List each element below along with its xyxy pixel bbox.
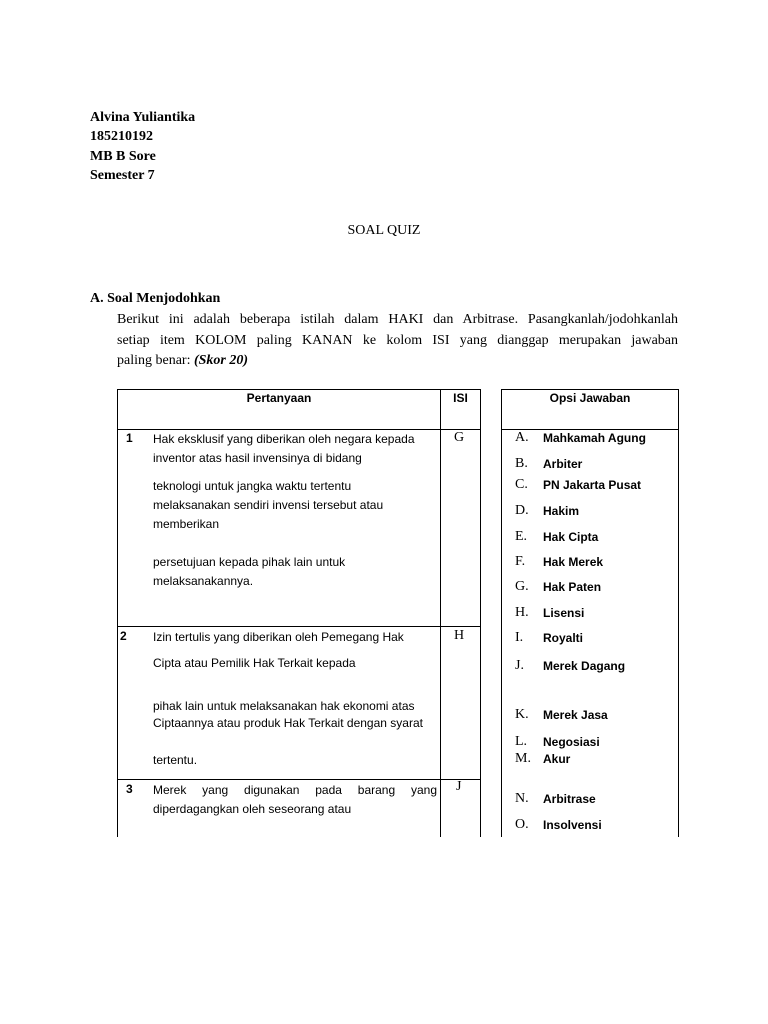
row-1-line-6: persetujuan kepada pihak lain untuk	[153, 555, 346, 569]
row-2-line-2: Cipta atau Pemilik Hak Terkait kepada	[153, 656, 356, 670]
option-letter: M.	[515, 751, 531, 766]
row-3-line-1: Merek yang digunakan pada barang yang	[153, 783, 437, 797]
option-text: Arbitrase	[543, 792, 596, 806]
isi-border-right	[480, 389, 481, 837]
table-border-top	[117, 389, 481, 390]
instruction-line-3	[117, 351, 678, 372]
options-border-top	[501, 389, 679, 390]
option-text: Hak Cipta	[543, 530, 599, 544]
student-name: Alvina Yuliantika	[90, 110, 196, 125]
row-2-line-1: Izin tertulis yang diberikan oleh Pemegang Hak	[153, 630, 404, 644]
student-semester: Semester 7	[90, 168, 155, 183]
option-text: Negosiasi	[543, 735, 600, 749]
option-letter: I.	[515, 630, 524, 645]
row-1-line-3: teknologi untuk jangka waktu tertentu	[153, 479, 352, 493]
option-letter: L.	[515, 734, 528, 749]
option-text: Merek Jasa	[543, 708, 608, 722]
score-label: (Skor 20)	[193, 353, 249, 368]
student-id: 185210192	[90, 129, 153, 144]
option-text: Akur	[543, 752, 571, 766]
row-divider-2	[117, 779, 481, 780]
row-3-line-2: diperdagangkan oleh seseorang atau	[153, 802, 352, 816]
isi-border-left	[440, 389, 441, 837]
option-letter: G.	[515, 579, 529, 594]
option-text: Mahkamah Agung	[543, 431, 646, 445]
option-letter: B.	[515, 456, 528, 471]
option-letter: E.	[515, 529, 528, 544]
option-text: Hak Paten	[543, 580, 602, 594]
header-question: Pertanyaan	[246, 391, 312, 405]
row-3-number: 3	[126, 782, 133, 796]
option-letter: D.	[515, 503, 529, 518]
option-text: Hak Merek	[543, 555, 604, 569]
options-border-right	[678, 389, 679, 837]
row-3-isi[interactable]: J	[456, 779, 462, 794]
options-border-left	[501, 389, 502, 837]
header-isi: ISI	[453, 391, 468, 405]
row-1-line-5: memberikan	[153, 517, 220, 531]
option-text: Hakim	[543, 504, 580, 518]
instruction-line-2: setiap item KOLOM paling KANAN ke kolom ISI yang dianggap merupakan jawaban	[117, 332, 678, 348]
option-text: Arbiter	[543, 457, 583, 471]
row-1-isi[interactable]: G	[454, 430, 465, 445]
row-2-line-3: pihak lain untuk melaksanakan hak ekonomi atas	[153, 699, 415, 713]
option-letter: A.	[515, 430, 529, 445]
option-letter: J.	[515, 658, 524, 673]
option-letter: H.	[515, 605, 529, 620]
option-text: Insolvensi	[543, 818, 602, 832]
option-letter: N.	[515, 791, 529, 806]
option-text: PN Jakarta Pusat	[543, 478, 642, 492]
option-text: Royalti	[543, 631, 584, 645]
row-1-number: 1	[126, 431, 133, 445]
instruction-line-3-text: paling benar:	[117, 353, 191, 368]
option-letter: K.	[515, 707, 529, 722]
row-2-number: 2	[120, 629, 127, 643]
section-heading: A. Soal Menjodohkan	[90, 291, 221, 306]
option-letter: O.	[515, 817, 529, 832]
header-options: Opsi Jawaban	[549, 391, 631, 405]
row-1-line-1: Hak eksklusif yang diberikan oleh negara kepada	[153, 432, 415, 446]
option-letter: F.	[515, 554, 526, 569]
student-class: MB B Sore	[90, 149, 156, 164]
row-2-isi[interactable]: H	[454, 628, 465, 643]
page-title: SOAL QUIZ	[347, 223, 421, 238]
row-1-line-7: melaksanakannya.	[153, 574, 254, 588]
option-text: Lisensi	[543, 606, 585, 620]
instruction-line-1: Berikut ini adalah beberapa istilah dalam HAKI dan Arbitrase. Pasangkanlah/jodohkanlah	[117, 312, 678, 327]
table-border-left	[117, 389, 118, 837]
row-1-line-2: inventor atas hasil invensinya di bidang	[153, 451, 362, 465]
option-letter: C.	[515, 477, 528, 492]
option-text: Merek Dagang	[543, 659, 626, 673]
row-2-line-4: Ciptaannya atau produk Hak Terkait dengan syarat	[153, 716, 423, 730]
row-divider-1	[117, 626, 481, 627]
row-2-line-5: tertentu.	[153, 753, 198, 767]
row-1-line-4: melaksanakan sendiri invensi tersebut atau	[153, 498, 384, 512]
section-instruction	[117, 310, 678, 372]
